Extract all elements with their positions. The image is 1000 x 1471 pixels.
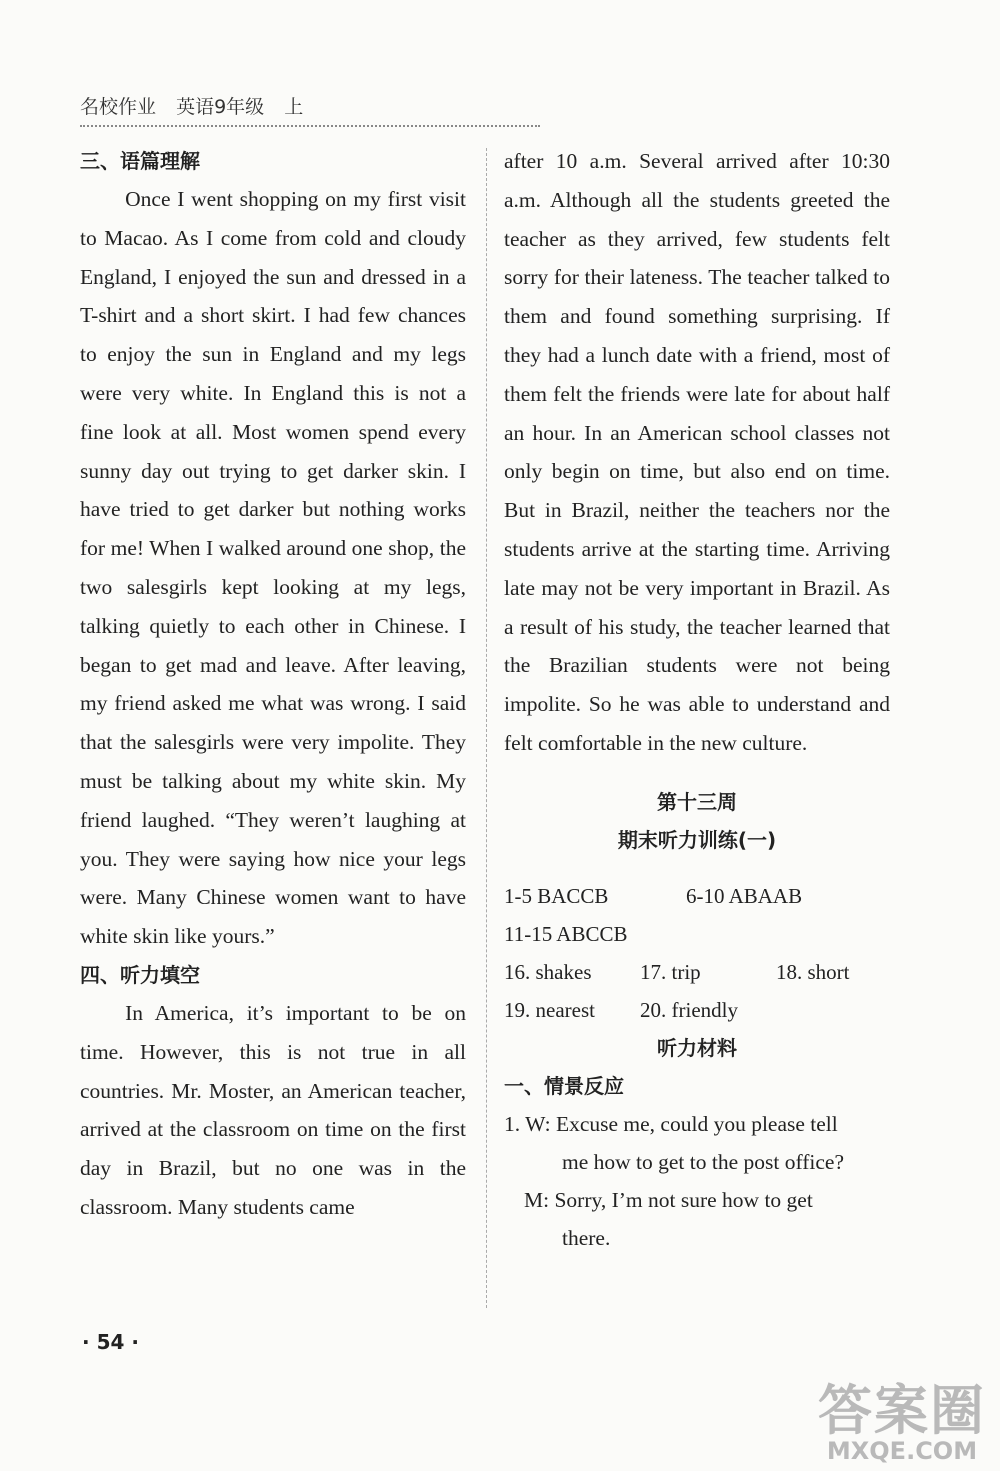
section3-title: 三、语篇理解 — [80, 149, 200, 173]
section4-passage-continued: after 10 a.m. Several arrived after 10:30 a.m. Although all the students greeted the teacher as they arrived, few students felt sorry for their lateness. The teacher talked to them and found something surprising. If they had a lunch date with a friend, most of them felt the friends were late for about half an hour. In an American school classes not only begin on time, but also end on time. But in Brazil, neither the teachers nor the students arrive at the starting time. Arriving late may not be very important in Brazil. As a result of his study, the teacher learned that the Brazilian students were not being impolite. So he was able to understand and felt comfortable in the new culture. — [504, 149, 890, 755]
section4-title: 四、听力填空 — [80, 962, 200, 987]
left-column — [80, 142, 466, 1227]
answer-key — [504, 877, 890, 1029]
page-number-value: 54 — [96, 1330, 125, 1354]
answer-19: 19. nearest — [504, 997, 595, 1022]
page-header — [80, 92, 540, 127]
header-volume: 上 — [284, 96, 304, 118]
week-title: 第十三周 — [657, 789, 737, 814]
part1-title: 一、情景反应 — [504, 1073, 624, 1098]
answer-16: 16. shakes — [504, 959, 592, 984]
watermark-url: MXQE.COM — [826, 1437, 978, 1465]
page-number: · 54 · — [82, 1330, 139, 1354]
right-column — [504, 142, 890, 1257]
answer-17: 17. trip — [640, 959, 701, 984]
answer-1-5: 1-5 BACCB — [504, 883, 609, 908]
dialog-m-line2: there. — [562, 1225, 611, 1250]
header-series: 名校作业 — [80, 96, 157, 118]
answer-11-15: 11-15 ABCCB — [504, 921, 628, 946]
watermark-logo: 答案圈 — [818, 1379, 986, 1442]
header-subject: 英语9年级 — [176, 96, 265, 118]
answer-20: 20. friendly — [640, 997, 738, 1022]
dialog — [504, 1105, 890, 1257]
answer-6-10: 6-10 ABAAB — [686, 883, 803, 908]
materials-title: 听力材料 — [657, 1035, 737, 1060]
dialog-m-line1: M: Sorry, I’m not sure how to get — [524, 1187, 813, 1212]
dialog-w-line1: 1. W: Excuse me, could you please tell — [504, 1111, 838, 1136]
exam-title: 期末听力训练(一) — [617, 827, 777, 852]
watermark — [818, 1368, 986, 1465]
section4-passage: In America, it’s important to be on time. However, this is not true in all countries. Mr. Moster, an American teacher, arrived at the classroom on time on the first day in Brazil, but no one was in the classroom. Many students came — [80, 1000, 466, 1219]
answer-18: 18. short — [776, 959, 850, 984]
column-divider — [486, 148, 487, 1308]
section3-passage: Once I went shopping on my first visit to Macao. As I come from cold and cloudy England, I enjoyed the sun and dressed in a T-shirt and a short skirt. I had few chances to enjoy the sun in England and my legs were very white. In England this is not a fine look at all. Most women spend every sunny day out trying to get darker skin. I have tried to get darker but nothing works for me! When I walked around one shop, the two salesgirls kept looking at my legs, talking quietly to each other in Chinese. I began to get mad and leave. After leaving, my friend asked me what was wrong. I said that the salesgirls were very impolite. They must be talking about my white skin. My friend laughed. “They weren’t laughing at you. They were saying how nice your legs were. Many Chinese women want to have white skin like yours.” — [80, 187, 466, 949]
dialog-w-line2: me how to get to the post office? — [562, 1149, 845, 1174]
